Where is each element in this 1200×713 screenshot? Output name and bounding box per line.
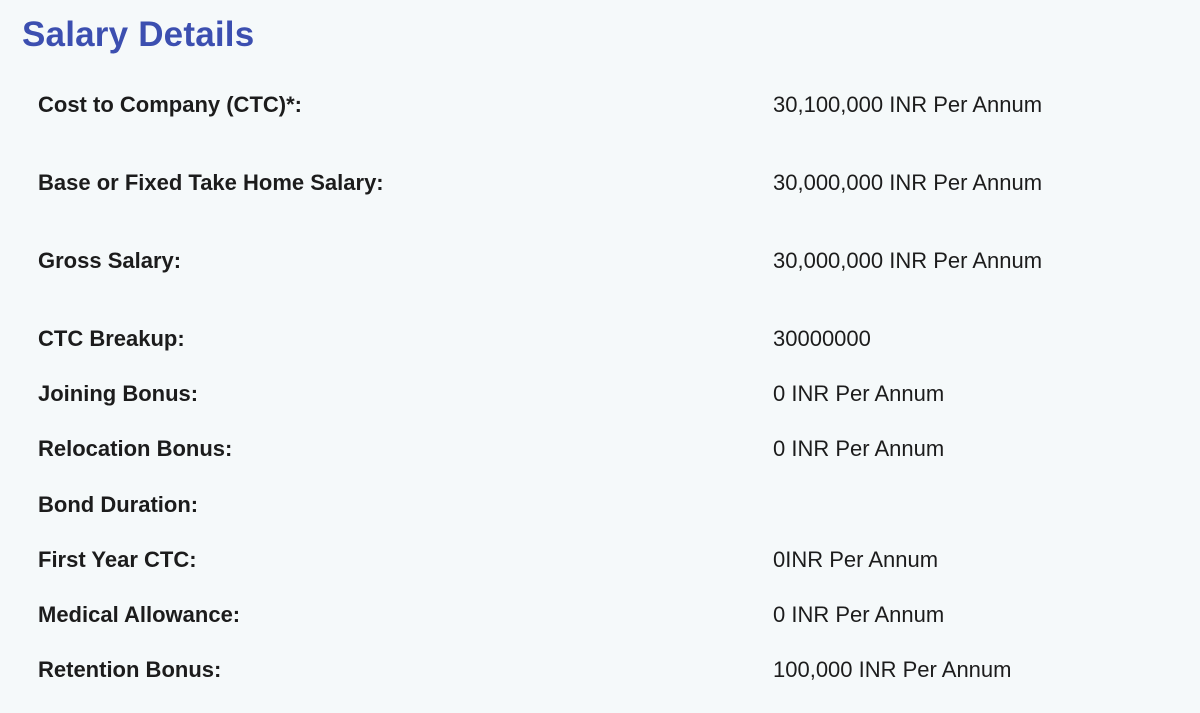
salary-row-first-year-ctc [0,540,1200,580]
salary-row-ctc [0,85,1200,125]
row-label: Gross Salary: [38,248,182,273]
row-value: 30,000,000 INR Per Annum [773,248,1043,273]
salary-row-bond-duration [0,485,1200,525]
row-label: Base or Fixed Take Home Salary: [38,170,384,195]
row-value: 100,000 INR Per Annum [773,657,1012,682]
salary-row-retention-bonus [0,650,1200,690]
salary-row-joining-bonus [0,374,1200,414]
row-label: First Year CTC: [38,547,197,572]
page-title: Salary Details [22,15,255,54]
row-label: Relocation Bonus: [38,436,233,461]
salary-row-gross-salary [0,241,1200,281]
row-value: 0INR Per Annum [773,547,939,572]
row-label: Bond Duration: [38,492,199,517]
row-label: Joining Bonus: [38,381,199,406]
salary-row-ctc-breakup [0,319,1200,359]
salary-row-base-salary [0,163,1200,203]
salary-row-relocation-bonus [0,429,1200,469]
row-label: Cost to Company (CTC)*: [38,92,302,117]
row-value: 0 INR Per Annum [773,381,945,406]
row-value: 0 INR Per Annum [773,436,945,461]
row-label: CTC Breakup: [38,326,185,351]
row-value: 30,100,000 INR Per Annum [773,92,1043,117]
row-value: 0 INR Per Annum [773,602,945,627]
salary-row-medical-allowance [0,595,1200,635]
row-label: Retention Bonus: [38,657,222,682]
row-value: 30,000,000 INR Per Annum [773,170,1043,195]
row-label: Medical Allowance: [38,602,241,627]
row-value: 30000000 [773,326,871,351]
